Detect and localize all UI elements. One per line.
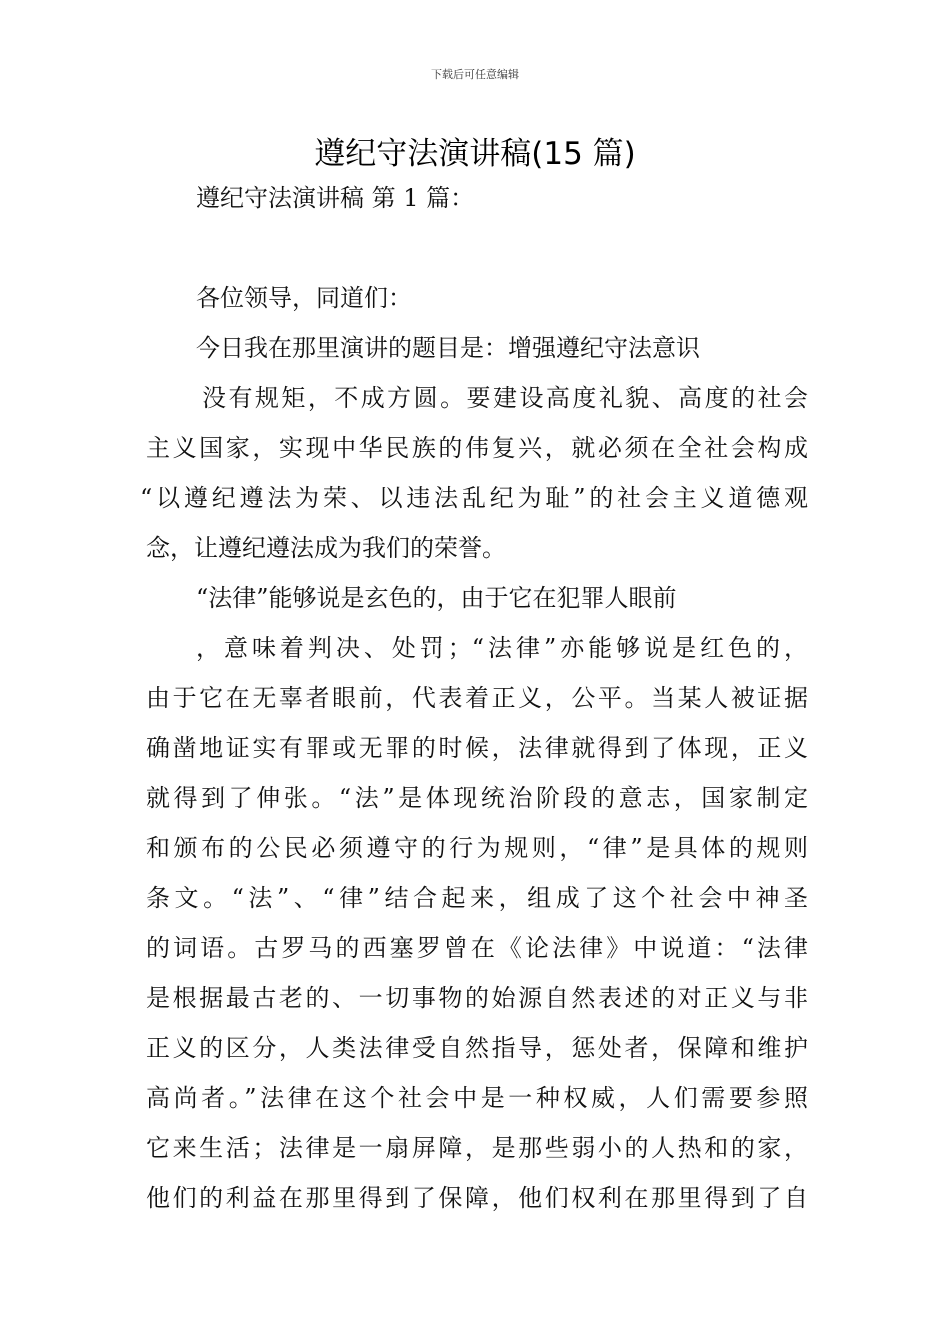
document-title: 遵纪守法演讲稿(15 篇)	[314, 136, 636, 172]
body-line: 就得到了伸张。“法”是体现统治阶段的意志，国家制定	[146, 784, 808, 812]
body-line: 和颁布的公民必须遵守的行为规则，“律”是具体的规则	[146, 834, 808, 862]
greeting-line: 各位领导，同道们：	[196, 284, 412, 312]
body-line: 他们的利益在那里得到了保障，他们权利在那里得到了自	[146, 1184, 808, 1212]
body-line: 的词语。古罗马的西塞罗曾在《论法律》中说道：“法律	[146, 934, 808, 962]
body-line: 条文。“法”、“律”结合起来，组成了这个社会中神圣	[146, 884, 808, 912]
body-line: 正义的区分，人类法律受自然指导，惩处者，保障和维护	[146, 1034, 808, 1062]
body-line: 主义国家，实现中华民族的伟复兴，就必须在全社会构成	[146, 434, 808, 462]
body-line: 它来生活；法律是一扇屏障，是那些弱小的人热和的家，	[146, 1134, 808, 1162]
body-line: 念，让遵纪遵法成为我们的荣誉。	[146, 534, 506, 562]
body-line: “法律”能够说是玄色的，由于它在犯罪人眼前	[196, 584, 677, 612]
page-header: 下载后可任意编辑	[431, 68, 519, 81]
chapter-subtitle: 遵纪守法演讲稿 第 1 篇：	[196, 184, 475, 212]
body-line: ，意味着判决、处罚；“法律”亦能够说是红色的，	[196, 634, 808, 662]
body-line: 没有规矩，不成方圆。要建设高度礼貌、高度的社会	[202, 384, 808, 412]
body-line: 由于它在无辜者眼前，代表着正义，公平。当某人被证据	[146, 684, 808, 712]
body-line: “以遵纪遵法为荣、以违法乱纪为耻”的社会主义道德观	[140, 484, 808, 512]
body-line: 确凿地证实有罪或无罪的时候，法律就得到了体现，正义	[146, 734, 808, 762]
body-line: 是根据最古老的、一切事物的始源自然表述的对正义与非	[146, 984, 808, 1012]
body-line: 高尚者。”法律在这个社会中是一种权威，人们需要参照	[146, 1084, 808, 1112]
topic-line: 今日我在那里演讲的题目是：增强遵纪守法意识	[196, 334, 700, 362]
